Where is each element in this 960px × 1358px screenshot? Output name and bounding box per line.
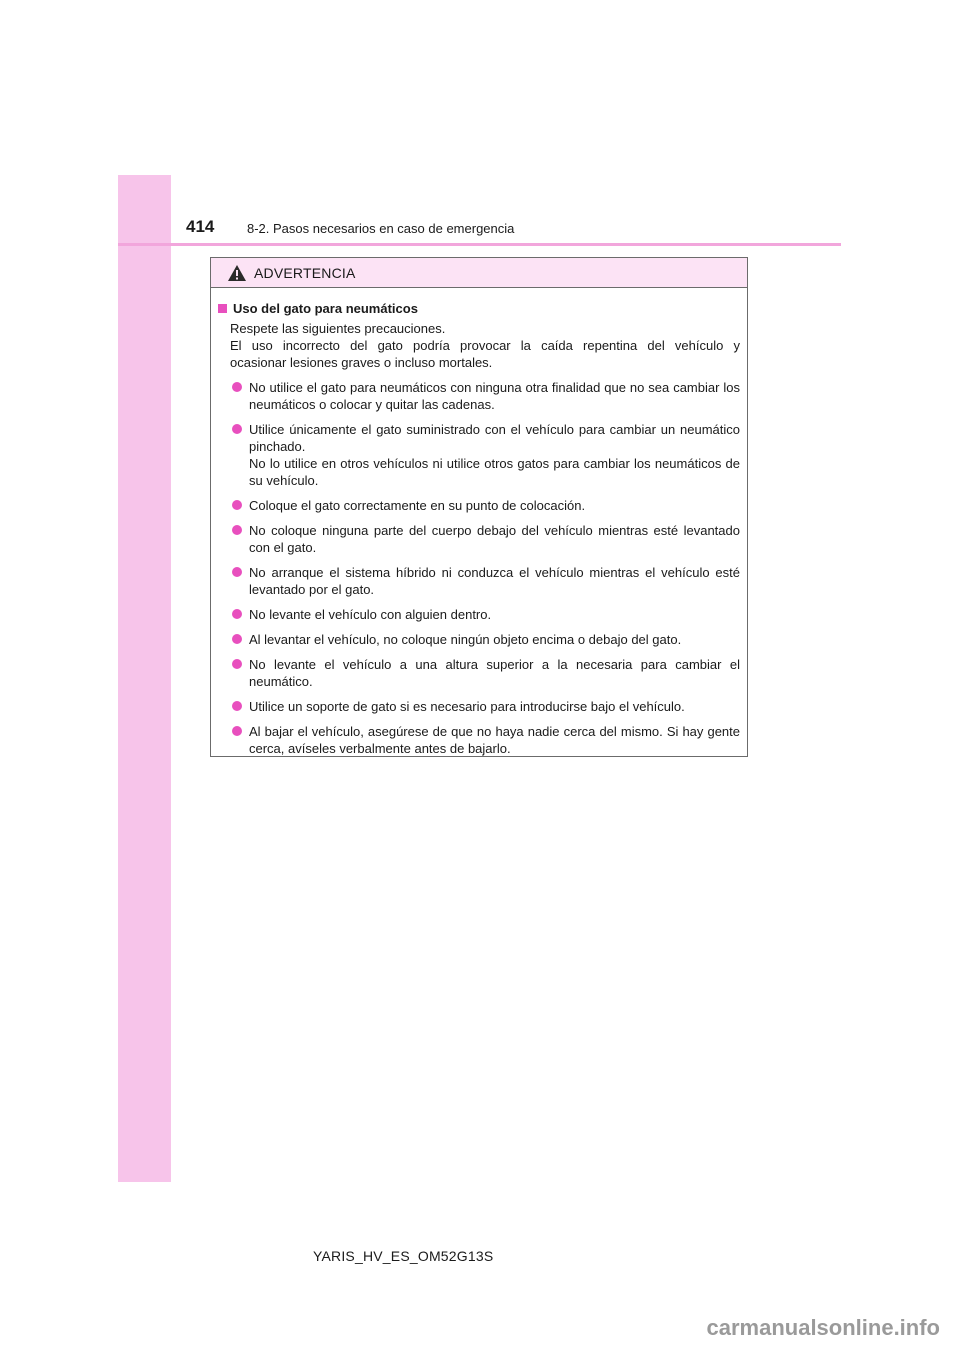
intro-line: El uso incorrecto del gato podría provocar la caída repentina del vehículo y [230, 338, 740, 353]
list-item [218, 656, 740, 690]
warning-heading: Uso del gato para neumáticos [233, 301, 418, 316]
warning-header [211, 258, 747, 288]
square-bullet-icon [218, 304, 227, 313]
list-item [218, 631, 740, 648]
bullet-dot-icon [232, 567, 242, 577]
header-rule [118, 243, 841, 246]
list-item [218, 497, 740, 514]
list-item [218, 606, 740, 623]
list-item [218, 522, 740, 556]
warning-intro [218, 320, 740, 371]
intro-line: ocasionar lesiones graves o incluso mortales. [230, 355, 493, 370]
warning-triangle-icon [227, 264, 247, 282]
list-item [218, 379, 740, 413]
item-text: No utilice el gato para neumáticos con ninguna otra finalidad que no sea cambiar los neumáticos o colocar y quitar las cadenas. [249, 380, 740, 412]
item-text: No coloque ninguna parte del cuerpo debajo del vehículo mientras esté levantado con el gato. [249, 523, 740, 555]
item-text: No arranque el sistema híbrido ni conduzca el vehículo mientras el vehículo esté levantado por el gato. [249, 565, 740, 597]
warning-label: ADVERTENCIA [254, 264, 356, 281]
bullet-dot-icon [232, 701, 242, 711]
warning-box [210, 257, 748, 757]
watermark-text[interactable]: carmanualsonline.info [706, 1315, 940, 1340]
bullet-dot-icon [232, 525, 242, 535]
list-item [218, 723, 740, 757]
bullet-dot-icon [232, 634, 242, 644]
page-number: 414 [186, 217, 215, 236]
side-color-band [118, 175, 171, 1182]
list-item [218, 564, 740, 598]
list-item [218, 698, 740, 715]
intro-line: Respete las siguientes precauciones. [230, 321, 446, 336]
item-text: No lo utilice en otros vehículos ni utilice otros gatos para cambiar los neumáticos de su vehículo. [249, 456, 740, 488]
item-text: Al levantar el vehículo, no coloque ningún objeto encima o debajo del gato. [249, 632, 682, 647]
bullet-dot-icon [232, 726, 242, 736]
bullet-dot-icon [232, 659, 242, 669]
item-text: Coloque el gato correctamente en su punto de colocación. [249, 498, 586, 513]
list-item [218, 421, 740, 489]
document-code: YARIS_HV_ES_OM52G13S [313, 1248, 494, 1264]
bullet-dot-icon [232, 424, 242, 434]
item-text: Utilice únicamente el gato suministrado con el vehículo para cambiar un neumático pinchado. [249, 422, 740, 454]
item-text: No levante el vehículo con alguien dentro. [249, 607, 492, 622]
item-text: Utilice un soporte de gato si es necesario para introducirse bajo el vehículo. [249, 699, 685, 714]
bullet-dot-icon [232, 609, 242, 619]
bullet-dot-icon [232, 382, 242, 392]
item-text: No levante el vehículo a una altura superior a la necesaria para cambiar el neumático. [249, 657, 740, 689]
item-text: Al bajar el vehículo, asegúrese de que no haya nadie cerca del mismo. Si hay gente cerca, avíseles verbalmente antes de bajarlo. [249, 724, 740, 756]
warning-body [211, 288, 747, 757]
precaution-list [218, 379, 740, 757]
watermark [0, 1301, 960, 1358]
bullet-dot-icon [232, 500, 242, 510]
section-title: 8-2. Pasos necesarios en caso de emergencia [247, 221, 515, 236]
warning-heading-row [218, 300, 740, 317]
